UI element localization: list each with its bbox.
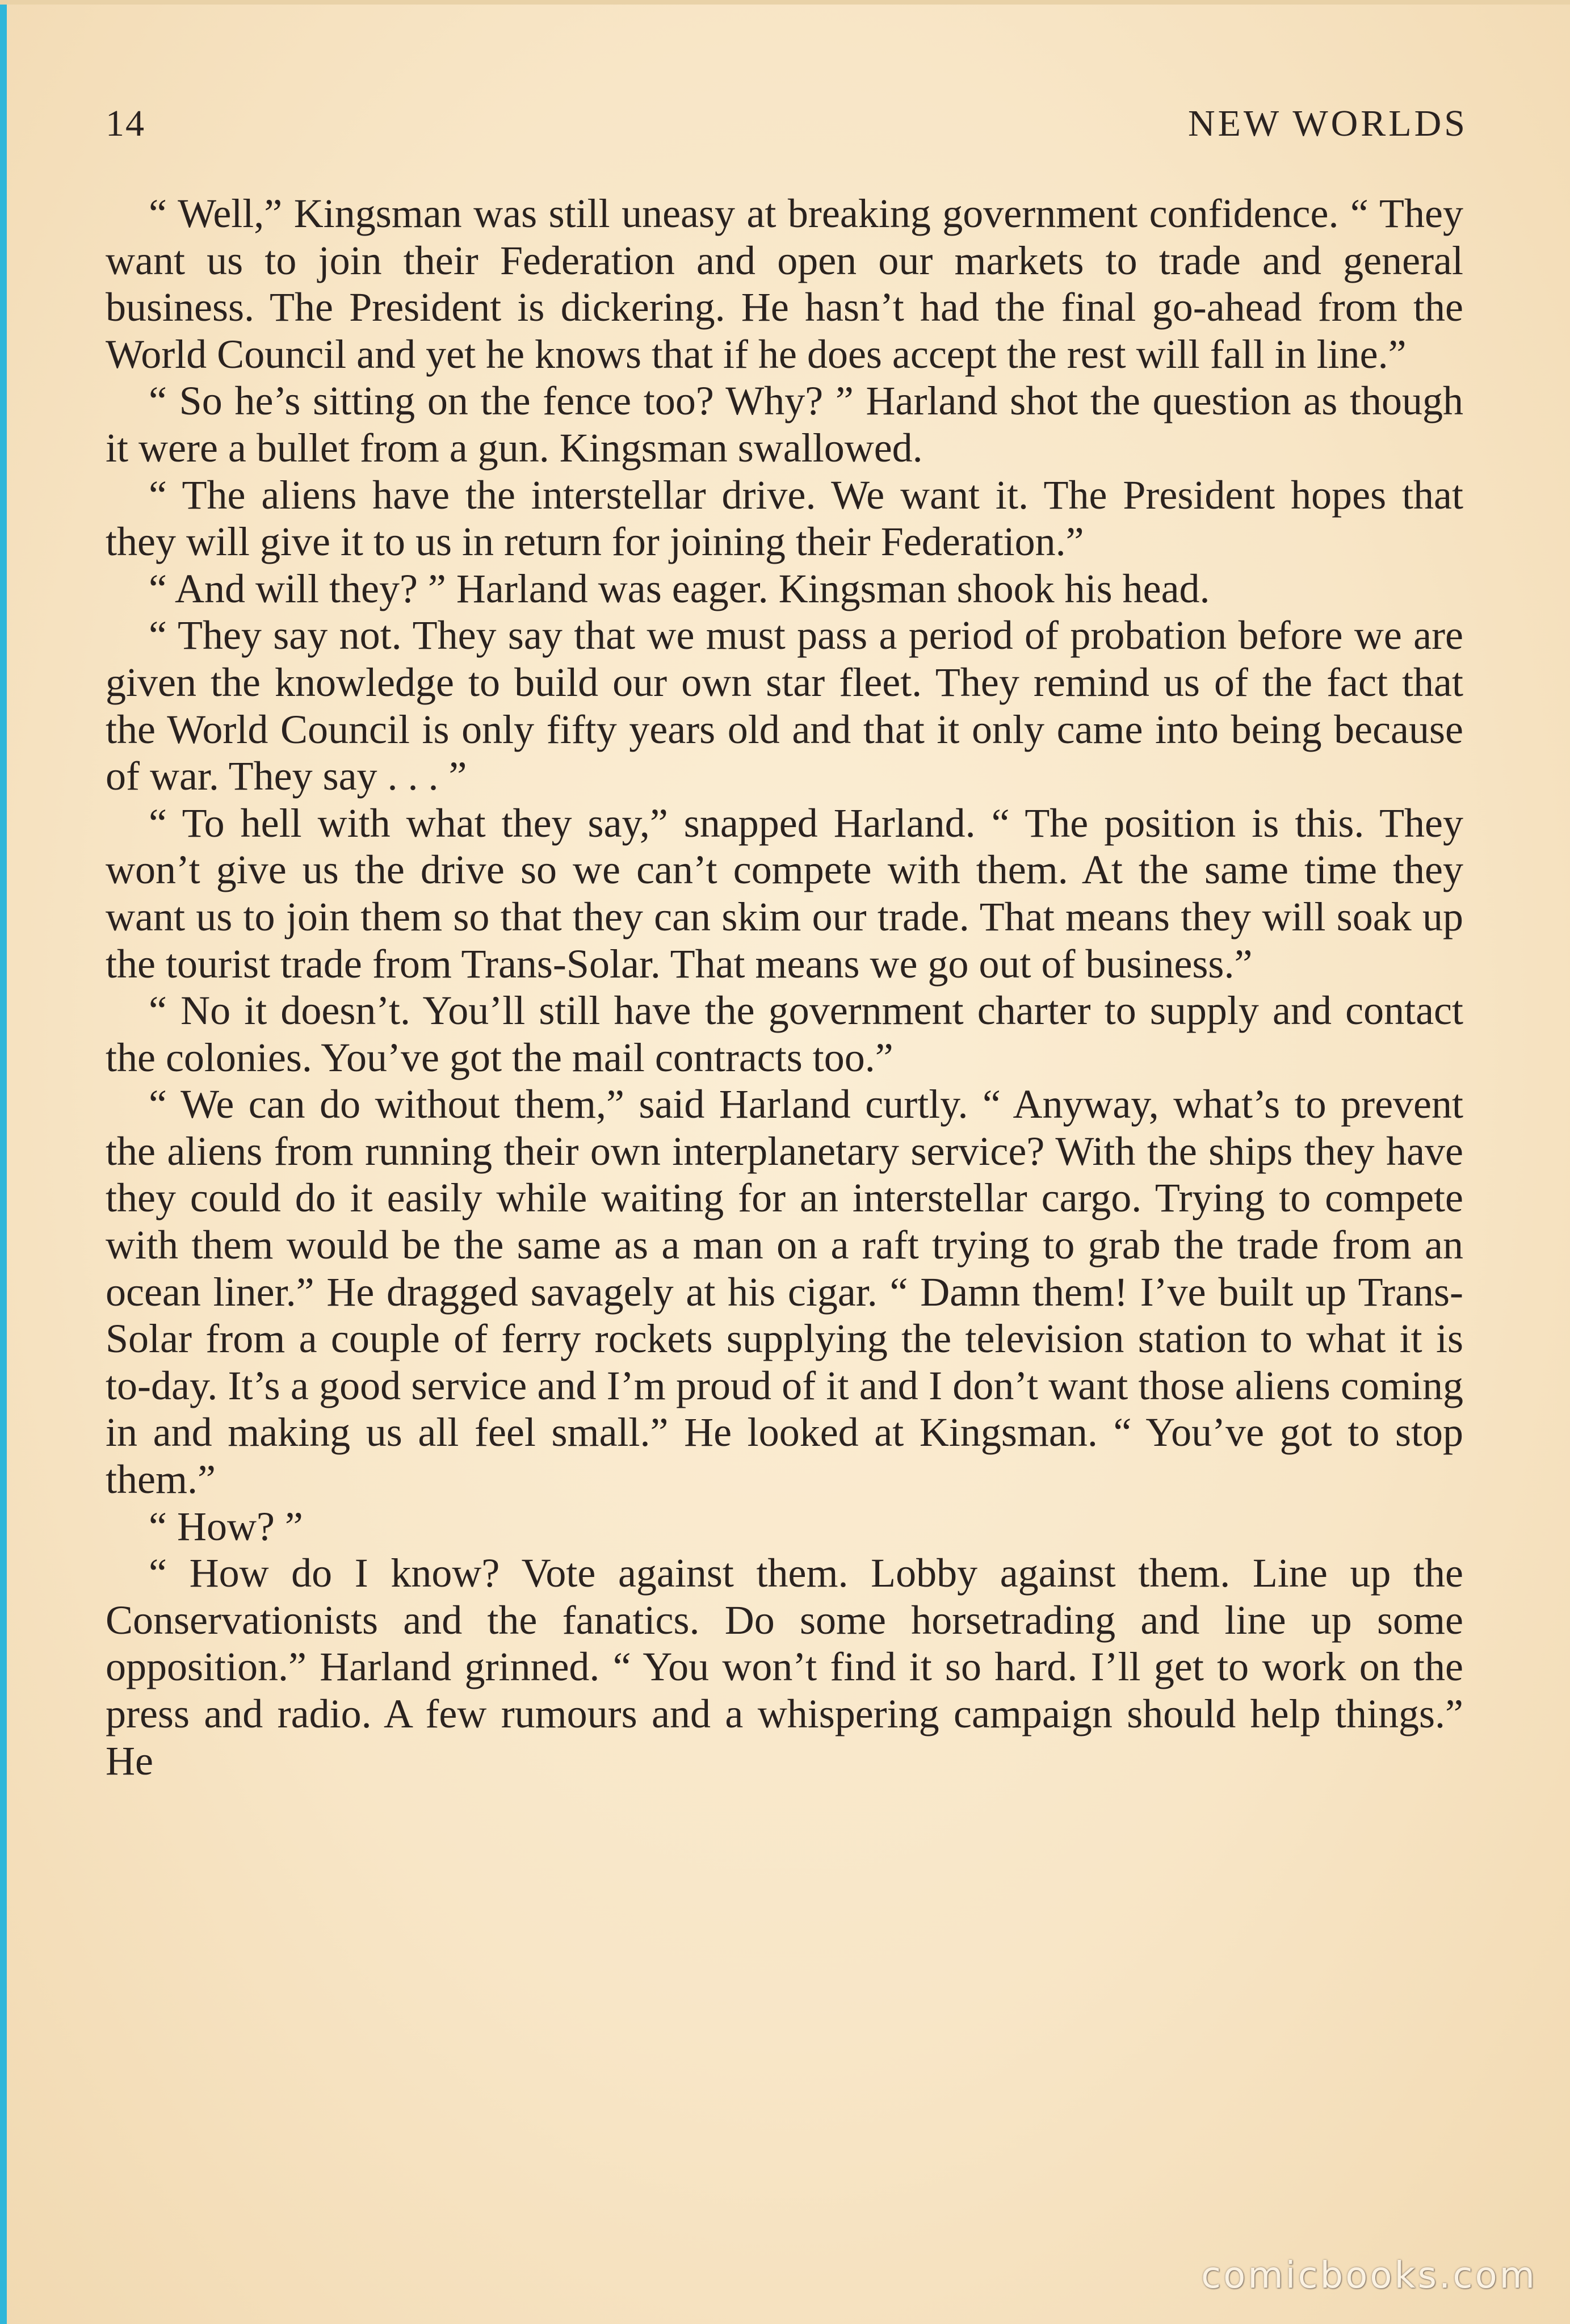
paragraph: “ How? ”	[149, 1503, 303, 1549]
scan-top-edge	[0, 0, 1570, 5]
running-header	[106, 97, 1468, 165]
paragraph: “ Well,” Kingsman was still uneasy at breaking government confidence. “ They want us to join their Federation and open our markets to trade and general business. The President is dickering. He hasn’t had the final go-ahead from the World Council and yet he knows that if he does accept the rest will fall in line.”	[106, 191, 1463, 377]
watermark: comicbooks.com	[1200, 2255, 1537, 2297]
paragraph: “ To hell with what they say,” snapped Harland. “ The position is this. They won’t give us the drive so we can’t compete with them. At the same time they want us to join them so that they can skim our trade. That means they will soak up the tourist trade from Trans-Solar. That means we go out of business.”	[106, 800, 1463, 987]
scan-edge	[0, 0, 7, 2324]
paragraph: “ How do I know? Vote against them. Lobby against them. Line up the Conservationists and the fanatics. Do some horsetrading and line up some opposition.” Harland grinned. “ You won’t find it so hard. I’ll get to work on the press and radio. A few rumours and a whispering campaign should help things.” He	[106, 1550, 1463, 1784]
paragraph: “ The aliens have the interstellar drive. We want it. The President hopes that they will give it to us in return for joining their Federation.”	[106, 472, 1463, 565]
paragraph: “ We can do without them,” said Harland curtly. “ Anyway, what’s to prevent the aliens from running their own interplanetary service? With the ships they have they could do it easily while waiting for an interstellar cargo. Trying to compete with them would be the same as a man on a raft trying to grab the trade from an ocean liner.” He dragged savagely at his cigar. “ Damn them! I’ve built up Trans-Solar from a couple of ferry rockets supplying the television station to what it is to-day. It’s a good service and I’m proud of it and I don’t want those aliens coming in and making us all feel small.” He looked at Kingsman. “ You’ve got to stop them.”	[106, 1081, 1463, 1503]
paragraph: “ And will they? ” Harland was eager. Kingsman shook his head.	[149, 565, 1210, 611]
paragraph: “ So he’s sitting on the fence too? Why? ” Harland shot the question as though it were a bullet from a gun. Kingsman swallowed.	[106, 378, 1463, 471]
paragraph: “ No it doesn’t. You’ll still have the government charter to supply and contact the colonies. You’ve got the mail contracts too.”	[106, 988, 1463, 1080]
paragraph: “ They say not. They say that we must pass a period of probation before we are given the knowledge to build our own star fleet. They remind us of the fact that the World Council is only fifty years old and that it only came into being because of war. They say . . . ”	[106, 613, 1463, 799]
running-title: NEW WORLDS	[1187, 103, 1468, 144]
page-number: 14	[106, 103, 145, 144]
body-text	[106, 190, 1463, 1784]
